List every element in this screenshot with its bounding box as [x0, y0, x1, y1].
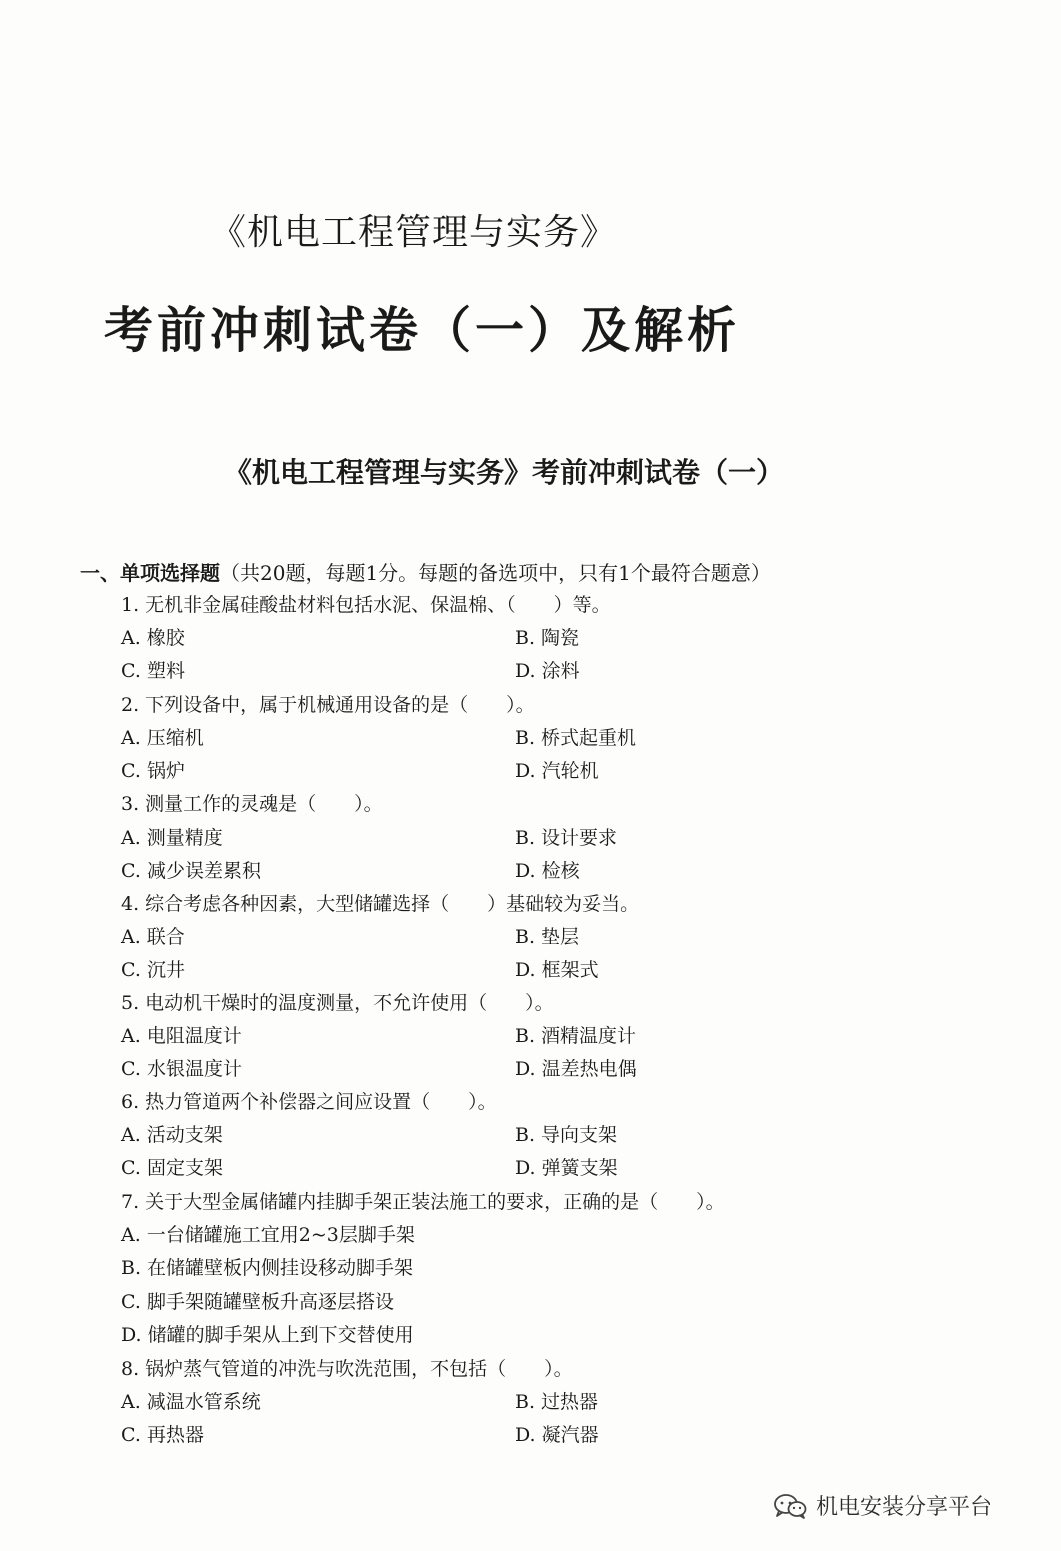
- option-b: B. 在储罐壁板内侧挂设移动脚手架: [121, 1257, 414, 1279]
- option-c: C. 再热器: [121, 1424, 204, 1446]
- question-stem: 2. 下列设备中，属于机械通用设备的是（ ）。: [121, 694, 535, 716]
- option-a: A. 活动支架: [121, 1124, 223, 1146]
- section-note: （共20题，每题1分。每题的备选项中，只有1个最符合题意）: [220, 561, 771, 585]
- question-stem: 7. 关于大型金属储罐内挂脚手架正装法施工的要求，正确的是（ ）。: [121, 1191, 725, 1213]
- option-c: C. 脚手架随罐壁板升高逐层搭设: [121, 1291, 394, 1313]
- option-c: C. 锅炉: [121, 760, 185, 782]
- option-d: D. 温差热电偶: [515, 1058, 637, 1080]
- option-b: B. 垫层: [515, 926, 580, 948]
- option-d: D. 储罐的脚手架从上到下交替使用: [121, 1324, 414, 1346]
- question-stem: 8. 锅炉蒸气管道的冲洗与吹洗范围，不包括（ ）。: [121, 1358, 573, 1380]
- option-d: D. 凝汽器: [515, 1424, 599, 1446]
- question-stem: 1. 无机非金属硅酸盐材料包括水泥、保温棉、（ ）等。: [121, 594, 611, 616]
- section-heading: [80, 557, 771, 586]
- option-d: D. 检核: [515, 860, 580, 882]
- option-c: C. 固定支架: [121, 1157, 223, 1179]
- book-title: 《机电工程管理与实务》: [210, 212, 618, 253]
- option-d: D. 汽轮机: [515, 760, 599, 782]
- option-b: B. 桥式起重机: [515, 727, 637, 749]
- option-d: D. 弹簧支架: [515, 1157, 618, 1179]
- option-d: D. 框架式: [515, 959, 599, 981]
- section-title: 一、单项选择题: [80, 561, 220, 585]
- option-b: B. 陶瓷: [515, 627, 580, 649]
- watermark: [772, 1490, 992, 1521]
- watermark-text: 机电安装分享平台: [816, 1495, 993, 1520]
- option-b: B. 过热器: [515, 1391, 599, 1413]
- option-a: A. 联合: [121, 926, 185, 948]
- question-stem: 5. 电动机干燥时的温度测量，不允许使用（ ）。: [121, 992, 554, 1014]
- option-d: D. 涂料: [515, 660, 580, 682]
- option-a: A. 橡胶: [121, 627, 185, 649]
- question-stem: 6. 热力管道两个补偿器之间应设置（ ）。: [121, 1091, 497, 1113]
- option-a: A. 测量精度: [121, 827, 223, 849]
- paper-title: 《机电工程管理与实务》考前冲刺试卷（一）: [224, 456, 785, 489]
- question-stem: 3. 测量工作的灵魂是（ ）。: [121, 793, 383, 815]
- option-a: A. 压缩机: [121, 727, 204, 749]
- option-a: A. 减温水管系统: [121, 1391, 261, 1413]
- wechat-icon: [772, 1492, 808, 1520]
- option-c: C. 水银温度计: [121, 1058, 242, 1080]
- option-c: C. 减少误差累积: [121, 860, 261, 882]
- question-stem: 4. 综合考虑各种因素，大型储罐选择（ ）基础较为妥当。: [121, 893, 640, 915]
- option-a: A. 电阻温度计: [121, 1025, 242, 1047]
- option-b: B. 导向支架: [515, 1124, 618, 1146]
- book-subtitle: 考前冲刺试卷（一）及解析: [104, 302, 741, 359]
- option-c: C. 塑料: [121, 660, 185, 682]
- option-b: B. 设计要求: [515, 827, 618, 849]
- option-c: C. 沉井: [121, 959, 185, 981]
- option-b: B. 酒精温度计: [515, 1025, 637, 1047]
- option-a: A. 一台储罐施工宜用2~3层脚手架: [121, 1224, 415, 1246]
